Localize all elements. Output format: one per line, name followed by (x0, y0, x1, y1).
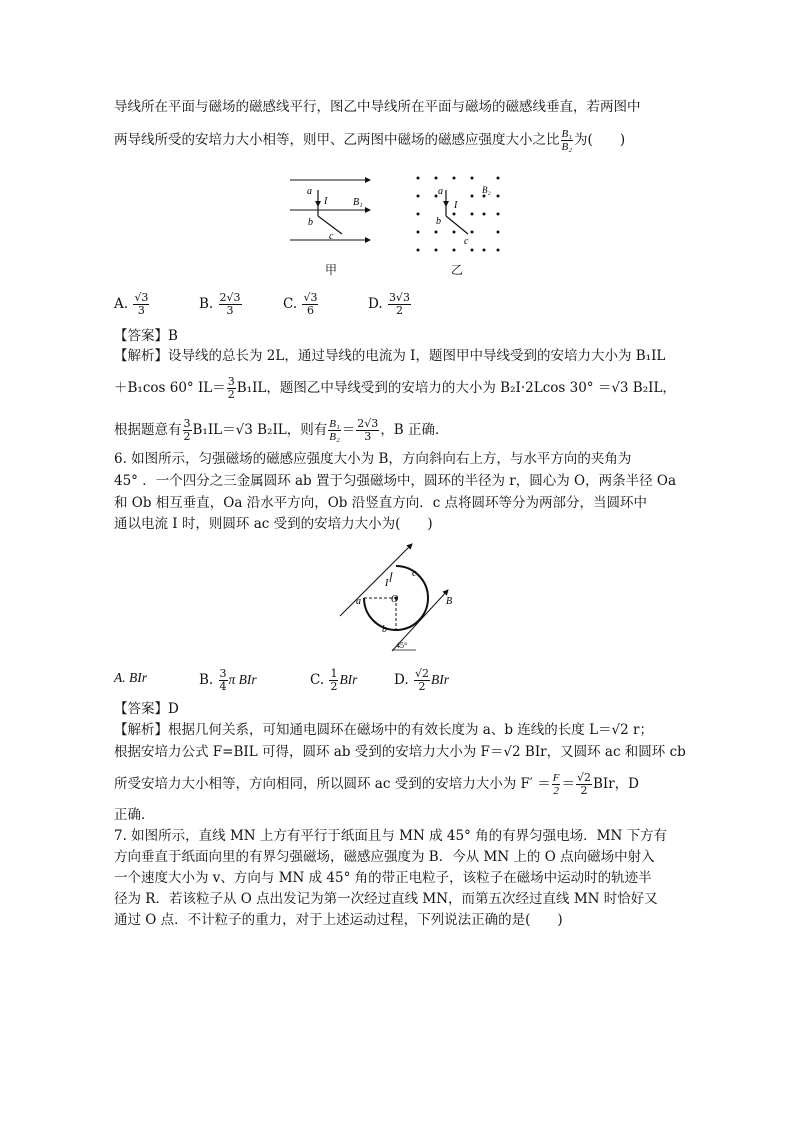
q5-option-a[interactable] (114, 292, 150, 317)
option-fraction (388, 292, 411, 317)
text-segment: ＝ (561, 776, 575, 792)
frac-den: B₂ (329, 431, 340, 443)
option-label: B. (199, 296, 214, 312)
text-segment: ＝ (341, 422, 356, 438)
field-line-b (340, 544, 412, 616)
frac-den: 3 (226, 304, 234, 317)
q6-text-line-3: 和 Ob 相互垂直，Oa 沿水平方向，Ob 沿竖直方向．c 点将圆环等分为两部分，当圆环中 (114, 495, 648, 511)
fraction (183, 418, 192, 443)
fraction (552, 772, 561, 797)
frac-den: 2 (330, 680, 338, 693)
q5-analysis-line-2 (114, 376, 676, 401)
q5-ratio-fraction (561, 128, 574, 153)
option-label: D. (394, 672, 409, 688)
frac-num: 3 (219, 667, 227, 680)
option-label: B. (199, 672, 214, 688)
label-a: a (438, 186, 443, 197)
q7-text-line-2: 方向垂直于纸面向里的有界匀强磁场，磁感应强度为 B．今从 MN 上的 O 点向磁场中射入 (114, 849, 655, 865)
text-segment: B₁IL，题图乙中导线受到的安培力的大小为 B₂I·2Lcos 30° ＝√3 B₂IL， (236, 380, 676, 396)
q7-text-line-1: 7. 如图所示，直线 MN 上方有平行于纸面且与 MN 成 45° 角的有界匀强电场．MN 下方有 (114, 828, 668, 844)
label-field-b: B (446, 596, 453, 607)
option-fraction (133, 292, 149, 317)
label-o: O (391, 594, 399, 605)
q6-option-d[interactable] (394, 668, 449, 693)
option-fraction (302, 292, 318, 317)
fraction (576, 772, 592, 797)
q7-text-line-3: 一个速度大小为 v、方向与 MN 成 45° 角的带正电粒子，该粒子在磁场中运动时的轨迹半 (114, 870, 652, 886)
q5-option-b[interactable] (199, 292, 243, 317)
q6-text-line-2: 45° ．一个四分之三金属圆环 ab 置于匀强磁场中，圆环的半径为 r，圆心为 O，两条半径 Oa (114, 473, 677, 489)
frac-den: 4 (219, 680, 227, 693)
wire-bc (446, 216, 468, 234)
option-fraction (329, 668, 338, 693)
frac-den: 2 (418, 680, 426, 693)
q6-option-b[interactable] (199, 668, 257, 693)
q6-analysis-line-1: 【解析】根据几何关系，可知通电圆环在磁场中的有效长度为 a、b 连线的长度 L＝√2 r； (114, 722, 653, 738)
current-mark (390, 572, 392, 582)
option-fraction (414, 668, 430, 693)
frac-num: 3√3 (388, 291, 410, 304)
option-fraction (219, 292, 242, 317)
text-segment: 所受安培力大小相等，方向相同，所以圆环 ac 受到的安培力大小为 F′ ＝ (114, 776, 551, 792)
q6-option-a[interactable]: A. BIr (114, 670, 147, 685)
q5-analysis-line-3 (114, 418, 449, 443)
label-i: I (324, 196, 328, 207)
frac-num: 1 (330, 667, 338, 680)
q6-text-line-4: 通以电流 I 时，则圆环 ac 受到的安培力大小为( ) (114, 516, 433, 532)
q5-caption-yi: 乙 (451, 263, 464, 277)
q5-answer: 【答案】B (114, 328, 178, 344)
frac-den: 6 (306, 304, 314, 317)
q5-figure-jia (285, 168, 375, 248)
q6-text-line-1: 6. 如图所示，匀强磁场的磁感应强度大小为 B，方向斜向右上方，与水平方向的夹角为 (114, 451, 632, 467)
frac-num: 3 (183, 417, 191, 430)
option-label: C. (283, 296, 298, 312)
frac-num: B₁ (329, 418, 340, 430)
label-b: b (382, 624, 387, 635)
frac-num: 2√3 (357, 417, 379, 430)
text-segment: ＋B₁cos 60° IL＝ (114, 380, 226, 396)
option-label: C. (310, 672, 325, 688)
label-c: c (464, 236, 469, 247)
frac-num: F (552, 772, 560, 784)
q5-text-line-1: 导线所在平面与磁场的磁感线平行，图乙中导线所在平面与磁场的磁感线垂直，若两图中 (114, 99, 641, 115)
q6-option-c[interactable] (310, 668, 357, 693)
q6-analysis-line-2: 根据安培力公式 F=BIL 可得，圆环 ab 受到的安培力大小为 F＝√2 BIr，又圆环 ac 和圆环 cb (114, 744, 686, 760)
text-segment: ，B 正确． (380, 422, 449, 438)
q6-analysis-line-3 (114, 772, 639, 797)
frac-num: 2√3 (219, 291, 241, 304)
q5-text-line-2-pre: 两导线所受的安培力大小相等，则甲、乙两图中磁场的磁感应强度大小之比 (114, 132, 560, 148)
frac-num: √3 (134, 291, 149, 304)
fraction (356, 418, 379, 443)
q5-ratio-num: B₁ (561, 128, 573, 140)
label-angle: 45° (396, 641, 408, 650)
text-segment: BIr，D (592, 776, 639, 792)
q7-text-line-5: 通过 O 点．不计粒子的重力，对于上述运动过程，下列说法正确的是( ) (114, 912, 563, 928)
label-a: a (356, 596, 361, 607)
q5-ratio-den: B₂ (561, 141, 573, 153)
label-b: b (436, 216, 441, 227)
frac-num: √2 (414, 667, 429, 680)
label-b: b (308, 217, 313, 228)
option-tail: π BIr (228, 672, 257, 687)
label-a: a (307, 186, 312, 197)
q6-answer: 【答案】D (114, 701, 179, 717)
label-c: c (329, 231, 334, 242)
text-segment: B₁IL＝√3 B₂IL，则有 (192, 422, 328, 438)
frac-den: 3 (364, 430, 372, 443)
q5-caption-jia: 甲 (325, 263, 338, 277)
frac-den: 2 (183, 430, 191, 443)
frac-den: 2 (553, 785, 559, 797)
frac-num: 3 (227, 375, 235, 388)
fraction (227, 376, 236, 401)
option-tail: BIr (339, 672, 358, 687)
frac-den: 2 (580, 784, 588, 797)
label-i: I (385, 578, 389, 589)
label-b2: B₂ (482, 185, 491, 195)
q5-option-d[interactable] (368, 292, 412, 317)
label-c: c (412, 568, 417, 579)
text-segment: 根据题意有 (114, 422, 182, 438)
frac-num: √2 (576, 771, 591, 784)
frac-den: 3 (137, 304, 145, 317)
q7-text-line-4: 径为 R．若该粒子从 O 点出发记为第一次经过直线 MN，而第五次经过直线 MN 时恰好又 (114, 891, 658, 907)
q6-figure-ring (336, 538, 466, 656)
frac-den: 2 (395, 304, 403, 317)
frac-den: 2 (227, 388, 235, 401)
q5-text-line-2 (114, 128, 625, 153)
option-label: D. (368, 296, 383, 312)
q5-analysis-line-1: 【解析】设导线的总长为 2L，通过导线的电流为 I，题图甲中导线受到的安培力大小为 B₁IL (114, 348, 666, 364)
option-fraction (219, 668, 228, 693)
option-label: A. (114, 296, 129, 312)
q5-text-line-2-post: 为( ) (574, 132, 626, 148)
q5-option-c[interactable] (283, 292, 319, 317)
q6-analysis-line-4: 正确． (114, 807, 155, 823)
frac-num: √3 (303, 291, 318, 304)
label-i: I (454, 200, 458, 211)
fraction (328, 418, 341, 443)
option-tail: BIr (430, 672, 449, 687)
label-b1: B₁ (353, 197, 363, 208)
q5-figure-yi (408, 168, 508, 253)
